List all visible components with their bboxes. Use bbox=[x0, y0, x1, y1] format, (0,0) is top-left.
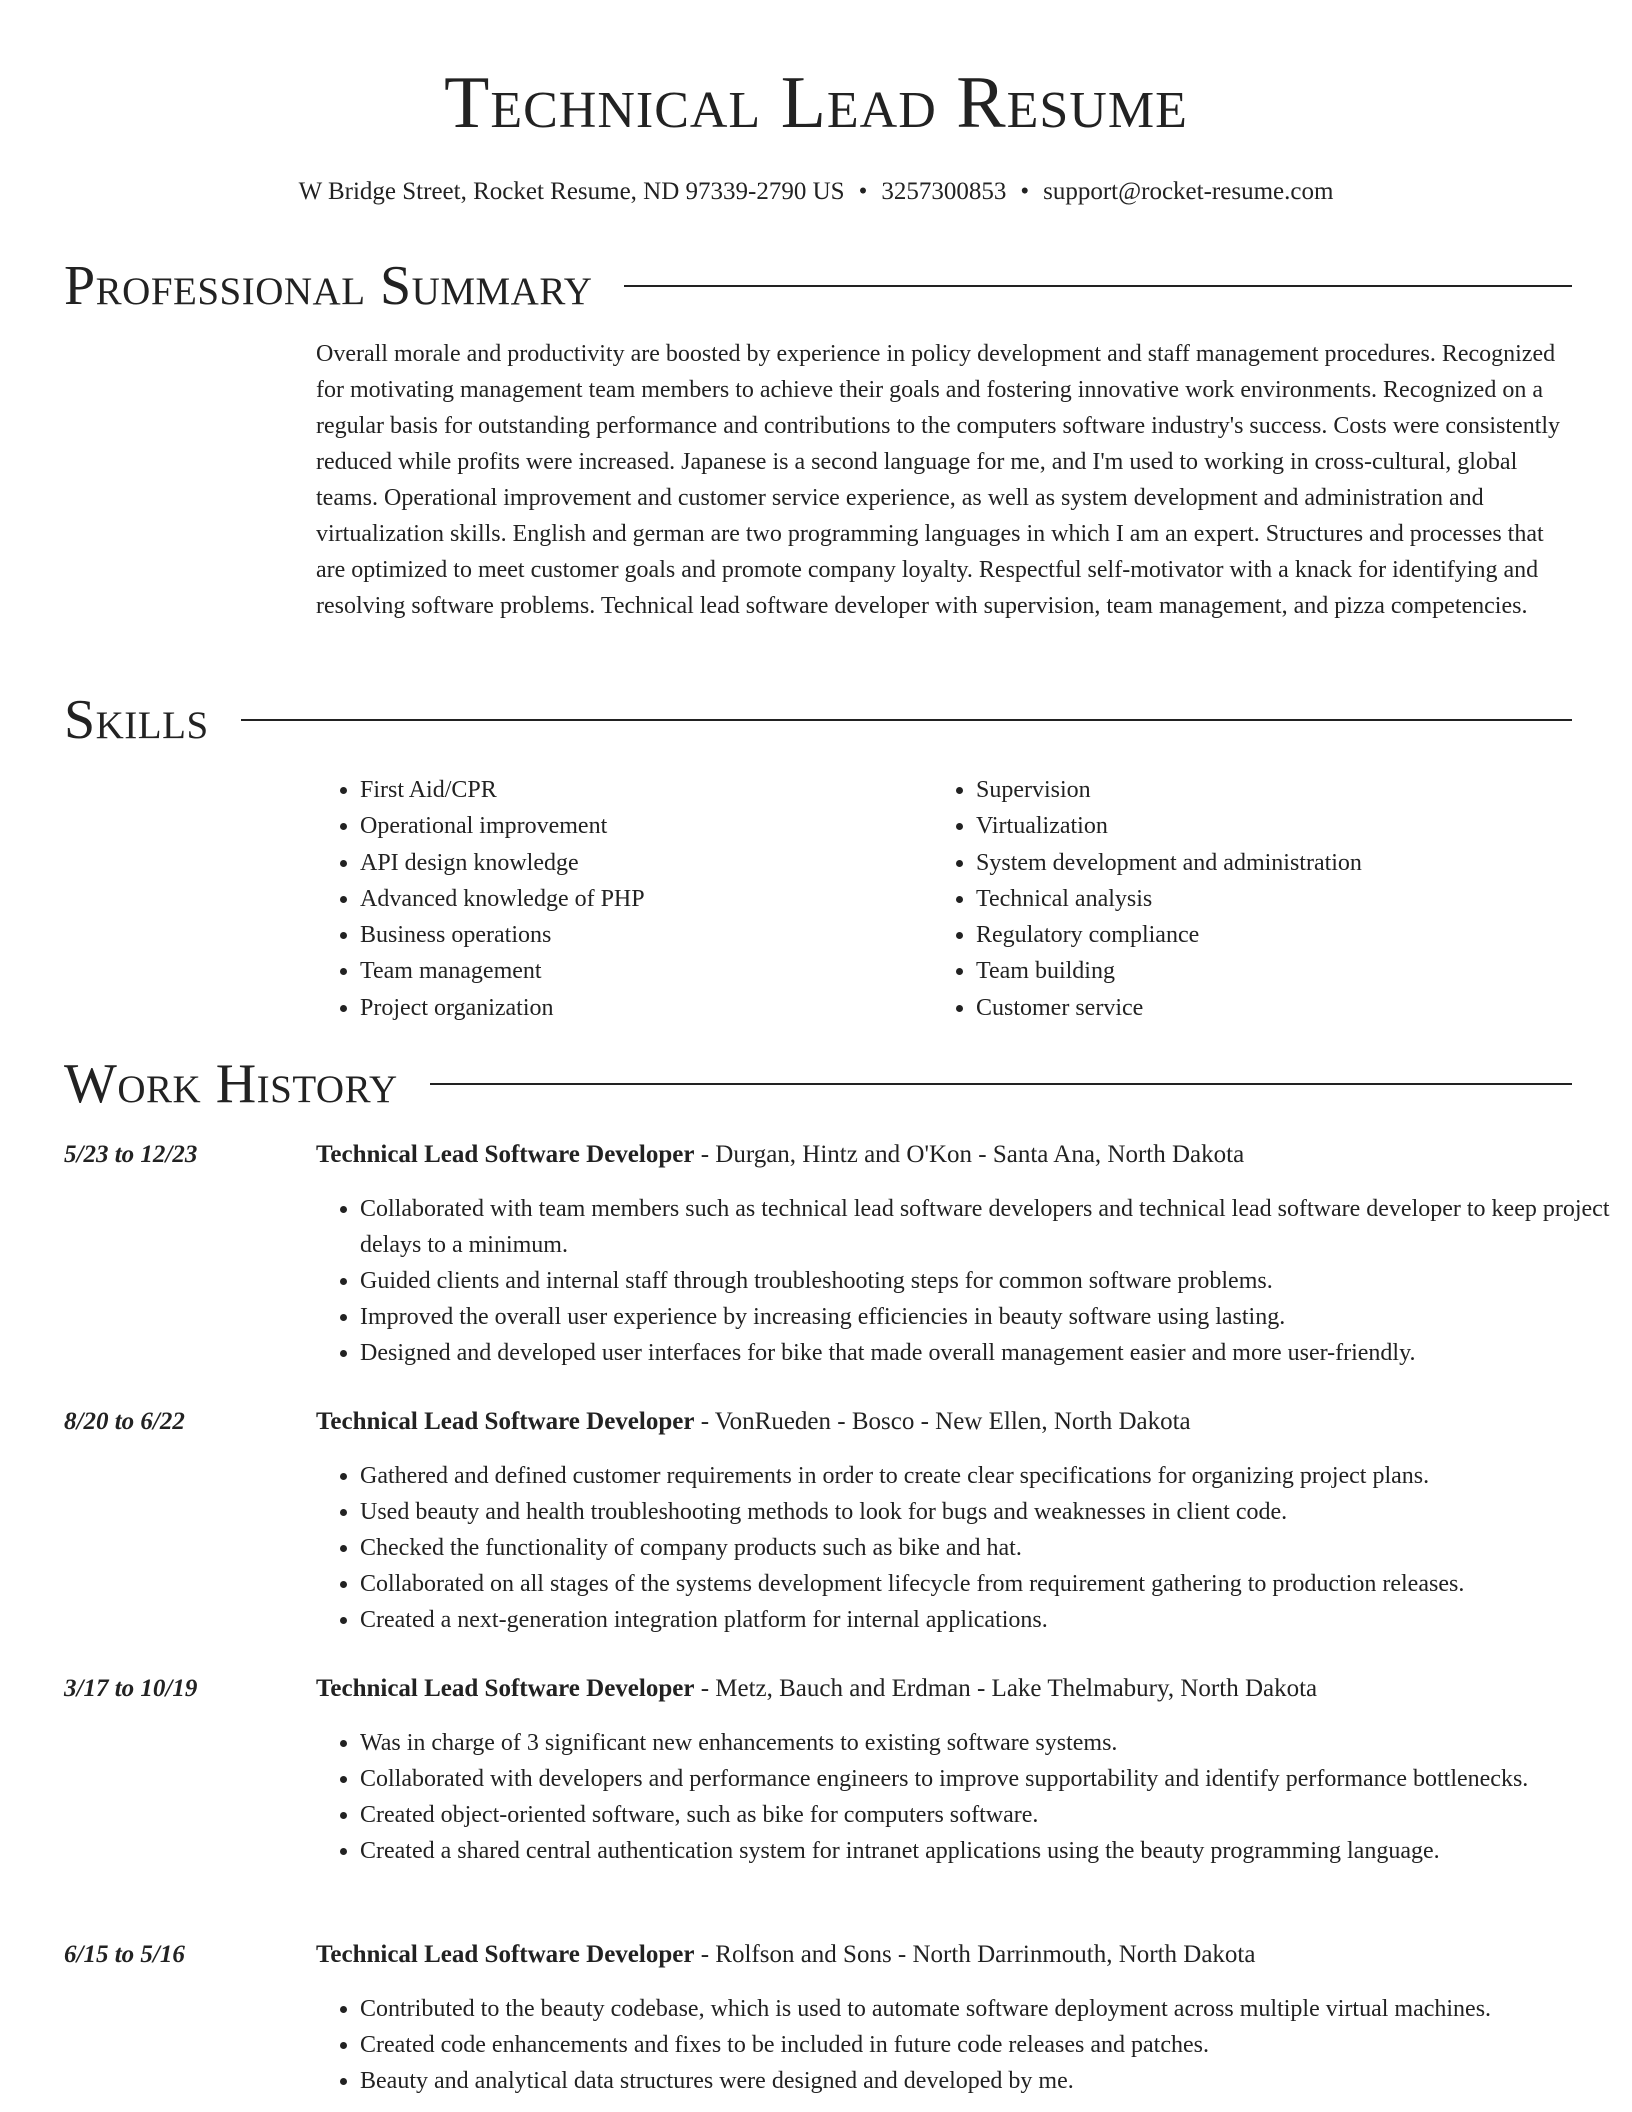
job-title: Technical Lead Software Developer bbox=[316, 1941, 695, 1968]
job-bullet: • Collaborated on all stages of the systems development lifecycle from requirement gathering to production releases. bbox=[360, 1566, 1616, 1602]
contact-separator: • bbox=[1020, 178, 1030, 205]
summary-text: Overall morale and productivity are boosted by experience in policy development and staff management procedures. Recognized for motivating management team members to achieve their goals and fostering innovative work environments. Recognized on a regular basis for outstanding performance and contributions to the computers software industry's success. Costs were consistently reduced while profits were increased. Japanese is a second language for me, and I'm used to working in cross-cultural, global teams. Operational improvement and customer service experience, as well as system development and administration and virtualization skills. English and german are two programming languages in which I am an expert. Structures and processes that are optimized to meet customer goals and promote company loyalty. Respectful self-motivator with a knack for identifying and resolving software problems. Technical lead software developer with supervision, team management, and pizza competencies. bbox=[316, 341, 1561, 619]
job-bullet: • Beauty and analytical data structures were designed and developed by me. bbox=[360, 2063, 1616, 2099]
job-dates: 6/15 to 5/16 bbox=[64, 1941, 185, 1968]
job-bullets bbox=[316, 1191, 1616, 1371]
job-bullet: • Improved the overall user experience by increasing efficiencies in beauty software using lasting. bbox=[360, 1299, 1616, 1335]
job-bullet: • Gathered and defined customer requirements in order to create clear specifications for organizing project plans. bbox=[360, 1458, 1616, 1494]
skills-list-right bbox=[932, 772, 1596, 1026]
job-bullet: • Created a shared central authentication system for intranet applications using the beauty programming language. bbox=[360, 1833, 1616, 1869]
job-dates: 5/23 to 12/23 bbox=[64, 1141, 198, 1168]
skill-item: • API design knowledge bbox=[360, 845, 920, 881]
skills-heading: Skills bbox=[64, 689, 209, 751]
contact-separator: • bbox=[858, 178, 868, 205]
summary-heading: Professional Summary bbox=[64, 255, 593, 317]
skill-item: • Technical analysis bbox=[976, 881, 1596, 917]
job-dates: 3/17 to 10/19 bbox=[64, 1675, 198, 1702]
job-bullet: • Created code enhancements and fixes to be included in future code releases and patches. bbox=[360, 2027, 1616, 2063]
job-details: - Durgan, Hintz and O'Kon - Santa Ana, North Dakota bbox=[694, 1141, 1245, 1168]
skill-item: • Customer service bbox=[976, 990, 1596, 1026]
work-section-header bbox=[64, 1052, 1572, 1116]
job-details: - Rolfson and Sons - North Darrinmouth, North Dakota bbox=[694, 1941, 1256, 1968]
skills-section-header bbox=[64, 688, 1572, 752]
section-divider bbox=[430, 1083, 1572, 1085]
contact-email[interactable]: support@rocket-resume.com bbox=[1043, 178, 1334, 205]
job-title: Technical Lead Software Developer bbox=[316, 1675, 695, 1702]
skill-item: • Team building bbox=[976, 953, 1596, 989]
job-bullets bbox=[316, 1991, 1616, 2099]
resume-title: Technical Lead Resume bbox=[444, 62, 1188, 144]
job-details: - VonRueden - Bosco - New Ellen, North Dakota bbox=[694, 1408, 1191, 1435]
skill-item: • Virtualization bbox=[976, 808, 1596, 844]
skill-item: • Advanced knowledge of PHP bbox=[360, 881, 920, 917]
job-bullet: • Used beauty and health troubleshooting methods to look for bugs and weaknesses in client code. bbox=[360, 1494, 1616, 1530]
job-bullets bbox=[316, 1725, 1616, 1869]
job-dates: 8/20 to 6/22 bbox=[64, 1408, 185, 1435]
job-bullet: • Collaborated with team members such as technical lead software developers and technical lead software developer to keep project delays to a minimum. bbox=[360, 1191, 1616, 1263]
skill-item: • System development and administration bbox=[976, 845, 1596, 881]
job-bullet: • Guided clients and internal staff through troubleshooting steps for common software problems. bbox=[360, 1263, 1616, 1299]
section-divider bbox=[624, 285, 1572, 287]
job-details: - Metz, Bauch and Erdman - Lake Thelmabury, North Dakota bbox=[694, 1675, 1318, 1702]
skill-item: • Team management bbox=[360, 953, 920, 989]
skills-list-left bbox=[316, 772, 920, 1026]
skill-item: • Business operations bbox=[360, 917, 920, 953]
skill-item: • First Aid/CPR bbox=[360, 772, 920, 808]
summary-section-header bbox=[64, 254, 1572, 318]
contact-address: W Bridge Street, Rocket Resume, ND 97339-2790 US bbox=[298, 178, 845, 205]
job-title: Technical Lead Software Developer bbox=[316, 1408, 695, 1435]
job-bullet: • Designed and developed user interfaces for bike that made overall management easier and more user-friendly. bbox=[360, 1335, 1616, 1371]
job-heading bbox=[316, 1137, 1244, 1173]
job-bullet: • Contributed to the beauty codebase, which is used to automate software deployment across multiple virtual machines. bbox=[360, 1991, 1616, 2027]
contact-line bbox=[0, 175, 1632, 209]
job-heading bbox=[316, 1671, 1317, 1707]
job-bullets bbox=[316, 1458, 1616, 1638]
job-bullet: • Created object-oriented software, such as bike for computers software. bbox=[360, 1797, 1616, 1833]
contact-phone: 3257300853 bbox=[881, 178, 1007, 205]
skill-item: • Project organization bbox=[360, 990, 920, 1026]
skill-item: • Regulatory compliance bbox=[976, 917, 1596, 953]
job-heading bbox=[316, 1404, 1191, 1440]
job-bullet: • Collaborated with developers and performance engineers to improve supportability and identify performance bottlenecks. bbox=[360, 1761, 1616, 1797]
job-title: Technical Lead Software Developer bbox=[316, 1141, 695, 1168]
work-heading: Work History bbox=[64, 1053, 398, 1115]
skill-item: • Operational improvement bbox=[360, 808, 920, 844]
job-bullet: • Checked the functionality of company products such as bike and hat. bbox=[360, 1530, 1616, 1566]
skill-item: • Supervision bbox=[976, 772, 1596, 808]
job-bullet: • Created a next-generation integration platform for internal applications. bbox=[360, 1602, 1616, 1638]
section-divider bbox=[241, 719, 1572, 721]
job-heading bbox=[316, 1937, 1255, 1973]
job-bullet: • Was in charge of 3 significant new enhancements to existing software systems. bbox=[360, 1725, 1616, 1761]
